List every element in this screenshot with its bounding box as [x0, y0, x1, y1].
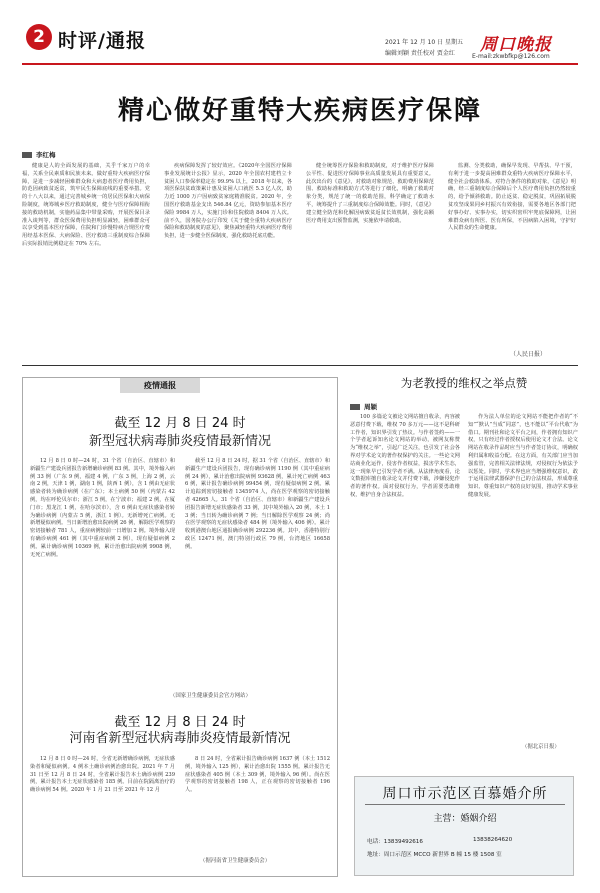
page-number-badge: 2	[26, 24, 52, 50]
ad-phone-primary: 电话：13839492616	[367, 839, 423, 845]
right-article-source: （据北京日报）	[522, 744, 560, 750]
right-article-body	[350, 414, 578, 754]
right-article-title: 为老教授的维权之举点赞	[400, 376, 528, 390]
masthead-divider	[22, 63, 578, 65]
report1-column-2: 截至 12 月 8 日 24 时，据 31 个省（自治区、直辖市）和新疆生产建设兵团报告，现有确诊病例 1190 例（其中重症病例 24 例），累计治愈出院病例 93628 例，累计死亡病例 4636 例，累计报告确诊病例 99454 例，现有疑似病例 2 例。累计追踪到密切接触者 1345974 人，尚在医学观察的密切接触者 42665 人。31 个省（自治区、直辖市）和新疆生产建设兵团报告新增无症状感染者 33 例，其中境外输入 20 例，本土 13 例；当日转为确诊病例 7 例；当日解除医学观察 24 例；尚在医学观察的无症状感染者 484 例（境外输入 406 例）。累计收到港澳台地区通报确诊病例 292236 例。其中，香港特别行政区 12471 例，澳门特别行政区 79 例，台湾地区 16658 例。	[185, 458, 330, 550]
newspaper-logo: 周口晚报	[480, 35, 552, 55]
top-article-body	[22, 163, 578, 363]
ad-divider	[365, 804, 565, 805]
report2-title-line2: 河南省新型冠状病毒肺炎疫情最新情况	[69, 731, 291, 746]
right-article-byline	[350, 402, 470, 412]
byline-author: 李红梅	[36, 151, 56, 159]
report1-title-line2: 新型冠状病毒肺炎疫情最新情况	[88, 434, 271, 449]
right-column-2: 作为法人单位的论文网站不能把作者的“不知”“默认”当成“同意”，也不能以“平台代收”为借口。期刊社和论文平台之间，作者拥有知识产权，只有经过作者授权后使用论文才合法。论文网站在收录作品时应当与作者签订协议，明确权利归属和收益分配。在这方面，有关部门应当加强监管，完善相关法律法规，对侵权行为依法予以惩处。同时，学术界也应当增强维权意识，敢于运用法律武器保护自己的合法权益，形成尊重知识、尊重知识产权的良好氛围，推动学术事业健康发展。	[468, 414, 578, 498]
contact-email: E-mail:zkwbfkp@126.com	[472, 53, 550, 60]
masthead	[0, 0, 600, 70]
section-divider	[22, 365, 578, 366]
ad-phone-secondary: 13838264620	[473, 837, 513, 843]
article-column-1: 健康是人的全面发展的基础，关乎千家万户的幸福，关系全民素质和民族未来。做好重特大疾病医疗保障，是进一步减轻困难群众和大病患者医疗费用负担，防范因病致贫返贫，筑牢民生保障底线的重要举措。党的十八大以来，通过完善城乡统一的居民医保和大病保险制度，统筹城乡医疗救助制度，健全与医疗保障相衔接的救助机制，实施药品集中带量采购，开展医保目录准入谈判等，群众医保费用负担明显减轻，困难群众可以享受到基本医疗保障，住院和门诊慢特病合规医疗费用经基本医保、大病保险、医疗救助三重制度综合保障后实际报销比例稳定在 70% 左右。	[22, 163, 150, 247]
issue-date: 2021 年 12 月 10 日 星期五	[385, 39, 463, 46]
top-article-source: （人民日报）	[510, 351, 547, 358]
report2-column-1: 12 月 8 日 0 时—24 时，全省无新增确诊病例，无症状感染者和疑似病例。4 例本土确诊病例治愈出院。2021 年 7 月 31 日至 12 月 8 日 24 时，全省累计报告本土确诊病例 239 例，累计报告本土无症状感染者 185 例。目前在院隔离治疗的确诊病例 54 例。2020 年 1 月 21 日至 2021 年 12 月	[30, 756, 175, 794]
article-column-2: 疾病保障发挥了较好效应。《2020年全国医疗保障事业发展统计公报》显示，2020 年全国农村建档立卡贫困人口参保率稳定在 99.9% 以上，2018 年以来，各项医保扶贫政策累计惠及贫困人口就医 5.3 亿人次，助力近 1000 万户因病致贫家庭精准脱贫。2020 年，全国医疗救助基金支出 546.84 亿元，资助参加基本医疗保险 9984 万人，实施门诊和住院救助 8404 万人次。前不久，国务院办公厅印发《关于健全重特大疾病医疗保险和救助制度的意见》，聚焦减轻重特大疾病医疗费用负担，进一步健全医保制度，强化救助托底功能。	[164, 163, 293, 240]
main-headline: 精心做好重特大疾病医疗保障	[117, 96, 482, 126]
report2-body	[30, 756, 330, 868]
byline-author: 周颖	[364, 403, 377, 411]
ad-title: 周口市示范区百慕婚介所	[382, 786, 548, 802]
right-column-1: 100 多篇论文被论文网站擅自收录，内容被恶意付费下载，维权 70 多万元——这不是科研工作者，知识界引发了热议。与作者签约——一个学者起诉知名论文网站的举动，被网友称赞为“维权之举”，引起广泛关注，也引发了社会各界对学术论文的著作权保护的关注。一些论文网站商业化运作，侵害作者权益，损害学术生态，这一现象早已引发学者不满。从法律角度看，论文数据库擅自收录论文并付费下载，涉嫌侵犯作者的著作权。面对侵权行为，学者需要勇敢维权，维护自身合法权益。	[350, 414, 460, 498]
ad-address: 地址：周口示范区 MCCO 新世界 B 幢 15 楼 1508 室	[367, 852, 502, 858]
top-article-byline	[22, 150, 162, 160]
report1-column-1: 12 月 8 日 0 时—24 时，31 个省（自治区、直辖市）和新疆生产建设兵团报告新增确诊病例 83 例。其中，境外输入病例 33 例（广东 9 例，福建 4 例，广东 3 例，上海 2 例，云南 2 例，天津 1 例，湖南 1 例，陕西 1 例），含 1 例由无症状感染者转为确诊病例（在广东）；本土病例 50 例（内蒙古 42 例，均在呼伦贝尔市；浙江 5 例，在宁波市；福建 2 例，在厦门市；黑龙江 1 例，在哈尔滨市），含 6 例由无症状感染者转为确诊病例（内蒙古 5 例，浙江 1 例）。无新增死亡病例。无新增疑似病例。当日新增治愈出院病例 26 例，解除医学观察的密切接触者 781 人，重症病例较前一日增加 2 例。境外输入现有确诊病例 461 例（其中重症病例 2 例），现有疑似病例 2 例。累计确诊病例 10369 例，累计治愈出院病例 9908 例，无死亡病例。	[30, 458, 175, 558]
editor-credits: 编辑刘颖 责任校对 贾金红	[385, 50, 455, 57]
report2-column-2: 8 日 24 时，全省累计报告确诊病例 1637 例（本土 1512 例，境外输入 125 例），累计治愈出院 1555 例。累计报告无症状感染者 405 例（本土 309 例，境外输入 96 例）。尚在医学观察的密切接触者 198 人，正在观察的密切接触者 196 人。	[185, 756, 330, 794]
byline-marker	[22, 152, 32, 158]
report1-source: （国家卫生健康委员会官方网站）	[170, 693, 251, 699]
report2-title-line1: 截至 12 月 8 日 24 时	[114, 715, 246, 730]
report1-body	[30, 458, 330, 703]
article-column-3: 健全统筹医疗保险和救助制度，对于维护医疗保障公平性、促进医疗保障事业高质量发展具有重要意义。此次出台的《意见》，对救助对象规范、救助费用保障范围、救助标准和救助方式等进行了细化，明确了救助对象分类，规范了统一的救助范围，科学确定了救助水平，统筹提升了三重制度综合保障效能。同时，《意见》建立健全防范和化解因病致贫返贫长效机制，强化高额医疗费用支出预警监测，实施依申请救助。	[306, 163, 434, 224]
epidemic-tab-label: 疫情通报	[120, 378, 200, 393]
ad-subtitle: 主营：婚姻介绍	[433, 814, 497, 824]
section-name: 时评/通报	[58, 30, 146, 52]
report1-title-line1: 截至 12 月 8 日 24 时	[114, 416, 246, 431]
article-column-4: 监测、分类救助，确保早发现、早帮扶、早干预，有利于进一步提高困难群众重特大疾病医疗保障水平，健全社会救助体系。对符合条件的救助对象，《意见》明确，经三重制度综合保障后个人医疗费用负担仍然较重的，给予倾斜救助。防止返贫、稳定脱贫，巩固拓展脱贫攻坚成果同乡村振兴有效衔接，需要各地区各部门把好事办好、实事办实，切实织密织牢兜底保障网，让困难群众病有所医、医有所保，不因病陷入困境，守护好人民群众的生命健康。	[448, 163, 576, 232]
report2-source: （据河南省卫生健康委员会）	[200, 858, 271, 864]
matchmaking-advertisement	[354, 776, 574, 876]
byline-marker	[350, 404, 360, 410]
